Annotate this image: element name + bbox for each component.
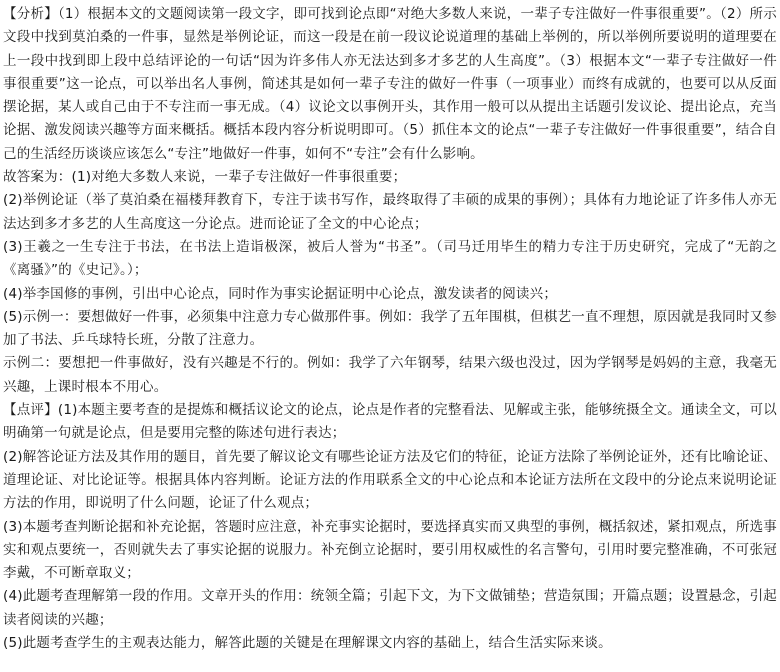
answer-item-3: (3)王羲之一生专注于书法，在书法上造诣极深，被后人誉为“书圣”。（司马迁用毕生的精力专注于历史研究，完成了“无韵之《离骚》”的《史记》。）；: [3, 238, 777, 279]
analysis-paragraph: 【分析】（1）根据本文的文题阅读第一段文字，即可找到论点即“对绝大多数人来说，一辈子专注做好一件事很重要”。（2）所示文段中找到莫泊桑的一件事，显然是举例论证，而这一段是在前一段议论说道理的基础上举例的，所以举例所要说明的道理要在上一段中找到即上段中总结评论的一句话“因为许多伟人亦无法达到多才多艺的人生高度”。（3）根据本文“一辈子专注做好一件事很重要”这一论点，可以举出名人事例，简述其是如何一辈子专注的做好一件事（一项事业）而终有成就的，也要可以从反面摆论据，某人或自己由于不专注而一事无成。（4）议论文以事例开头，其作用一般可以从提出主话题引发议论、提出论点，充当论据、激发阅读兴趣等方面来概括。概括本段内容分析说明即可。（5）抓住本文的论点“一辈子专注做好一件事很重要”，结合自己的生活经历谈谈应该怎么“专注”地做好一件事，如何不“专注”会有什么影响。: [3, 6, 777, 162]
answer-item-5-example-2: 示例二：要想把一件事做好，没有兴趣是不行的。例如：我学了六年钢琴，结果六级也没过，因为学钢琴是妈妈的主意，我毫无兴趣，上课时根本不用心。: [3, 355, 777, 395]
comment-item-4: (4)此题考查理解第一段的作用。文章开头的作用：统领全篇；引起下文，为下文做铺垫；营造氛围；开篇点题；设置悬念，引起读者阅读的兴趣；: [3, 588, 777, 628]
comment-item-2: (2)解答论证方法及其作用的题目，首先要了解议论文有哪些论证方法及它们的特征，论证方法除了举例论证外，还有比喻论证、道理论证、对比论证等。根据具体内容判断。论证方法的作用联系全文的中心论点和本论证方法所在文段中的分论点来说明论证方法的作用，即说明了什么问题，论证了什么观点；: [3, 448, 777, 512]
answer-item-2: (2)举例论证（举了莫泊桑在福楼拜教育下，专注于读书写作，最终取得了丰硕的成果的事例）；具体有力地论证了许多伟人亦无法达到多才多艺的人生高度这一分论点。进而论证了全文的中心论点；: [3, 192, 777, 232]
answer-item-1: 故答案为：(1)对绝大多数人来说，一辈子专注做好一件事很重要；: [3, 169, 407, 186]
comment-item-3: (3)本题考查判断论据和补充论据，答题时应注意，补充事实论据时，要选择真实而又典型的事例，概括叙述，紧扣观点，所选事实和观点要统一，否则就失去了事实论据的说服力。补充倒立论据时，要引用权威性的名言警句，引用时要完整准确，不可张冠李戴，不可断章取义；: [3, 518, 777, 582]
answer-item-4: (4)举李国修的事例，引出中心论点，同时作为事实论据证明中心论点，激发读者的阅读兴；: [3, 285, 558, 302]
answer-item-5-example-1: (5)示例一：要想做好一件事，必须集中注意力专心做那件事。例如：我学了五年围棋，但棋艺一直不理想，原因就是我同时又参加了书法、乒乓球特长班，分散了注意力。: [3, 308, 777, 349]
comment-item-5: (5)此题考查学生的主观表达能力，解答此题的关键是在理解课文内容的基础上，结合生活实际来谈。: [3, 635, 612, 652]
comment-item-1: 【点评】(1)本题主要考查的是提炼和概括议论文的论点，论点是作者的完整看法、见解或主张，能够统摄全文。通读全文，可以明确第一句就是论点，但是要用完整的陈述句进行表达；: [3, 402, 777, 442]
